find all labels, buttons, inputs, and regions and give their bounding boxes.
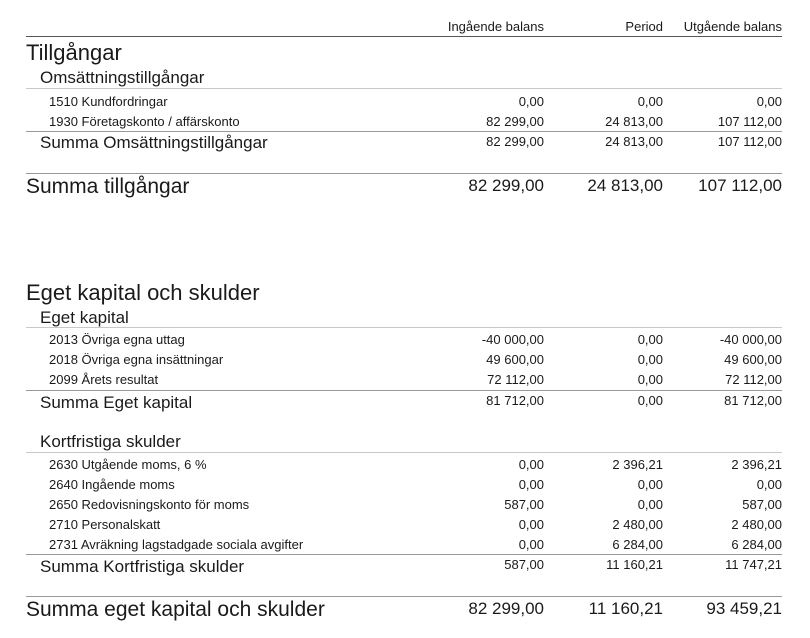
total-label: Summa tillgångar (26, 175, 190, 198)
account-label: 2018 Övriga egna insättningar (49, 352, 224, 367)
sum-divider (26, 390, 782, 391)
closing-value: 6 284,00 (731, 537, 782, 552)
section-title-equity-liabilities: Eget kapital och skulder (26, 280, 260, 305)
opening-value: 587,00 (504, 497, 544, 512)
account-label: 1930 Företagskonto / affärskonto (49, 114, 240, 129)
group-title-short-term-liabilities: Kortfristiga skulder (40, 432, 181, 451)
period-value: 0,00 (637, 372, 663, 387)
total-divider (26, 596, 782, 597)
opening-value: -40 000,00 (481, 332, 544, 347)
sum-closing: 11 747,21 (725, 557, 782, 572)
sum-opening: 587,00 (504, 557, 544, 572)
total-closing: 107 112,00 (698, 176, 782, 195)
period-value: 0,00 (637, 497, 663, 512)
sum-divider (26, 554, 782, 555)
account-label: 2640 Ingående moms (49, 477, 175, 492)
group-divider (26, 452, 782, 453)
account-label: 2630 Utgående moms, 6 % (49, 457, 207, 472)
closing-value: -40 000,00 (719, 332, 782, 347)
period-value: 2 396,21 (612, 457, 663, 472)
sum-closing: 107 112,00 (717, 134, 782, 149)
group-title-equity: Eget kapital (40, 308, 129, 327)
total-closing: 93 459,21 (706, 599, 782, 618)
closing-value: 0,00 (756, 477, 782, 492)
opening-value: 0,00 (518, 457, 544, 472)
total-label: Summa eget kapital och skulder (26, 598, 325, 621)
account-label: 2099 Årets resultat (49, 372, 159, 387)
account-label: 2710 Personalskatt (49, 517, 161, 532)
closing-value: 2 396,21 (731, 457, 782, 472)
period-value: 24 813,00 (605, 114, 663, 129)
sum-opening: 82 299,00 (486, 134, 544, 149)
closing-value: 107 112,00 (717, 114, 782, 129)
group-divider (26, 88, 782, 89)
column-header-closing: Utgående balans (683, 19, 782, 34)
opening-value: 0,00 (518, 94, 544, 109)
sum-label: Summa Omsättningstillgångar (40, 133, 268, 152)
opening-value: 0,00 (518, 537, 544, 552)
group-title-current-assets: Omsättningstillgångar (40, 68, 205, 87)
sum-closing: 81 712,00 (724, 393, 782, 408)
total-opening: 82 299,00 (468, 599, 544, 618)
opening-value: 72 112,00 (487, 372, 544, 387)
period-value: 2 480,00 (612, 517, 663, 532)
closing-value: 2 480,00 (731, 517, 782, 532)
total-opening: 82 299,00 (468, 176, 544, 195)
sum-label: Summa Eget kapital (40, 393, 193, 412)
column-header-period: Period (625, 19, 663, 34)
group-divider (26, 327, 782, 328)
sum-opening: 81 712,00 (486, 393, 544, 408)
account-label: 2731 Avräkning lagstadgade sociala avgifter (49, 537, 304, 552)
total-period: 24 813,00 (587, 176, 663, 195)
sum-label: Summa Kortfristiga skulder (40, 557, 245, 576)
column-header-opening: Ingående balans (447, 19, 544, 34)
sum-period: 24 813,00 (605, 134, 663, 149)
period-value: 0,00 (637, 477, 663, 492)
period-value: 0,00 (637, 352, 663, 367)
period-value: 0,00 (637, 332, 663, 347)
total-divider (26, 173, 782, 174)
total-period: 11 160,21 (588, 599, 663, 618)
section-title-assets: Tillgångar (26, 40, 122, 65)
header-divider (26, 36, 782, 37)
period-value: 0,00 (637, 94, 663, 109)
sum-period: 0,00 (637, 393, 663, 408)
closing-value: 0,00 (756, 94, 782, 109)
opening-value: 0,00 (518, 517, 544, 532)
opening-value: 0,00 (518, 477, 544, 492)
closing-value: 49 600,00 (724, 352, 782, 367)
account-label: 1510 Kundfordringar (49, 94, 168, 109)
account-label: 2013 Övriga egna uttag (49, 332, 185, 347)
sum-period: 11 160,21 (606, 557, 663, 572)
closing-value: 72 112,00 (725, 372, 782, 387)
opening-value: 82 299,00 (486, 114, 544, 129)
closing-value: 587,00 (742, 497, 782, 512)
account-label: 2650 Redovisningskonto för moms (49, 497, 250, 512)
period-value: 6 284,00 (612, 537, 663, 552)
opening-value: 49 600,00 (486, 352, 544, 367)
sum-divider (26, 131, 782, 132)
